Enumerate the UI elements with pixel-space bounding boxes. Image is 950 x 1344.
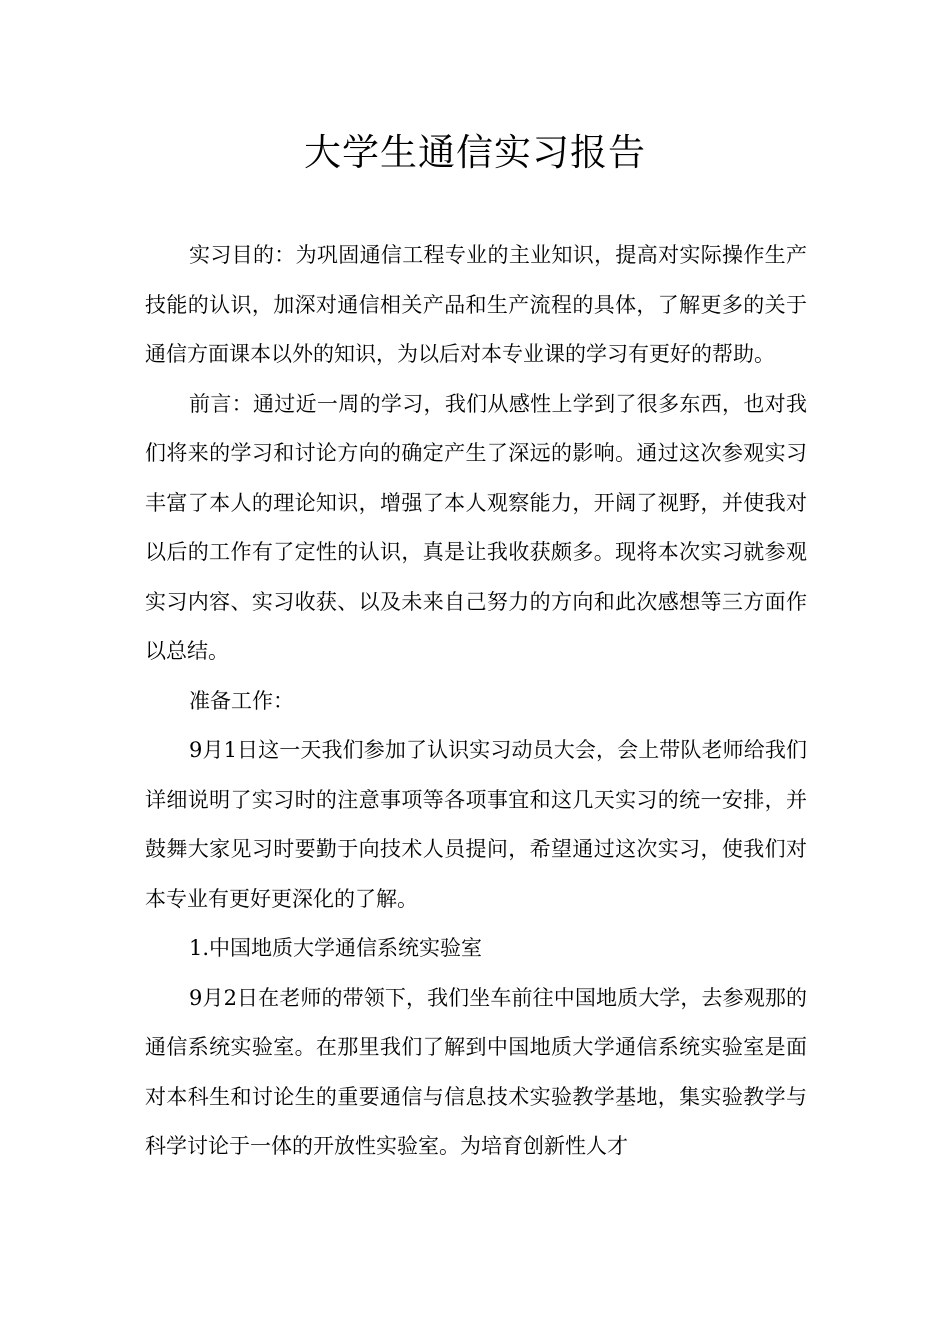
paragraph-preface: 前言：通过近一周的学习，我们从感性上学到了很多东西，也对我们将来的学习和讨论方向的确定产生了深远的影响。通过这次参观实习丰富了本人的理论知识，增强了本人观察能力，开阔了视野，并使我对以后的工作有了定性的认识，真是让我收获颇多。现将本次实习就参观实习内容、实习收获、以及未来自己努力的方向和此次感想等三方面作以总结。 [145,391,807,663]
paragraph-lab-visit: 9月2日在老师的带领下，我们坐车前往中国地质大学，去参观那的通信系统实验室。在那里我们了解到中国地质大学通信系统实验室是面对本科生和讨论生的重要通信与信息技术实验教学基地，集实验教学与科学讨论于一体的开放性实验室。为培育创新性人才 [145,985,807,1158]
paragraph-purpose: 实习目的：为巩固通信工程专业的主业知识，提高对实际操作生产技能的认识，加深对通信相关产品和生产流程的具体，了解更多的关于通信方面课本以外的知识，为以后对本专业课的学习有更好的帮助。 [145,243,807,366]
document-title: 大学生通信实习报告 [304,131,646,174]
section-heading-lab: 1.中国地质大学通信系统实验室 [189,936,483,960]
paragraph-mobilization-meeting: 9月1日这一天我们参加了认识实习动员大会，会上带队老师给我们详细说明了实习时的注意事项等各项事宜和这几天实习的统一安排，并鼓舞大家见习时要勤于向技术人员提问，希望通过这次实习，使我们对本专业有更好更深化的了解。 [145,738,807,911]
paragraph-preparation-heading: 准备工作： [189,688,294,713]
document-body [145,231,807,1172]
